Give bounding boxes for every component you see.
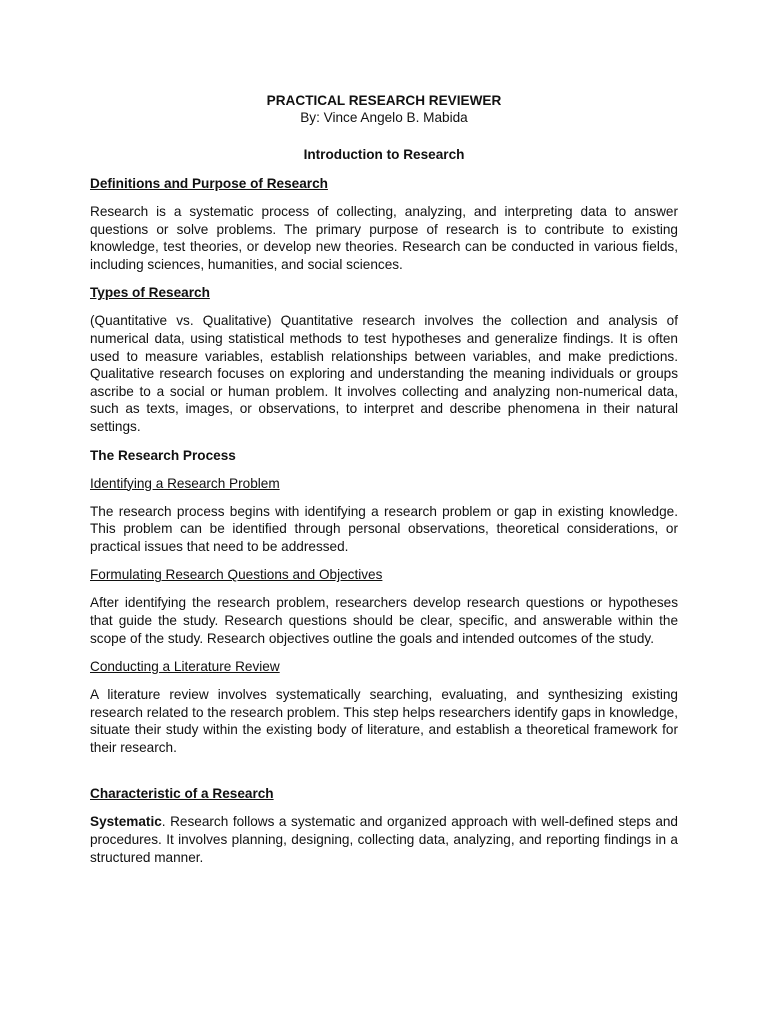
types-heading: Types of Research — [90, 285, 210, 301]
definitions-paragraph: Research is a systematic process of collecting, analyzing, and interpreting data to answer questions or solve problems. The primary purpose of research is to contribute to existing knowledge, test theories, or develop new theories. Research can be conducted in various fields, including sciences, humanities, and social sciences. — [90, 204, 678, 272]
definitions-heading: Definitions and Purpose of Research — [90, 176, 328, 191]
types-paragraph: (Quantitative vs. Qualitative) Quantitative research involves the collection and analysis of numerical data, using statistical methods to test hypotheses and generalize findings. It is often used to measure variables, establish relationships between variables, and make predictions. Qualitative research focuses on exploring and understanding the meaning individuals or groups ascribe to a social or human problem. It involves collecting and analyzing non-numerical data, such as texts, images, or observations, to interpret and describe phenomena in their natural settings. — [90, 313, 678, 434]
characteristic-systematic-text: . Research follows a systematic and organized approach with well-defined steps and procedures. It involves planning, designing, collecting data, analyzing, and reporting findings in a structured manner. — [90, 814, 678, 865]
characteristic-systematic-paragraph — [90, 813, 678, 866]
document-title: PRACTICAL RESEARCH REVIEWER — [266, 93, 502, 108]
document-author: By: Vince Angelo B. Mabida — [300, 110, 468, 125]
characteristics-heading: Characteristic of a Research — [90, 786, 274, 802]
step-paragraph-literature-review: A literature review involves systematically searching, evaluating, and synthesizing existing research related to the research problem. This step helps researchers identify gaps in knowledge, situate their study within the existing body of literature, and establish a theoretical framework for their research. — [90, 687, 678, 755]
step-heading-literature-review: Conducting a Literature Review — [90, 659, 280, 675]
step-paragraph-identifying-problem: The research process begins with identifying a research problem or gap in existing knowledge. This problem can be identified through personal observations, theoretical considerations, or practical issues that need to be addressed. — [90, 503, 678, 554]
characteristic-systematic-term: Systematic — [90, 814, 162, 830]
spacer — [90, 767, 678, 785]
step-paragraph-formulating-questions: After identifying the research problem, researchers develop research questions or hypotheses that guide the study. Research questions should be clear, specific, and answerable within the scope of the study. Research objectives outline the goals and intended outcomes of the study. — [90, 595, 678, 646]
process-heading: The Research Process — [90, 447, 236, 463]
step-heading-identifying-problem: Identifying a Research Problem — [90, 475, 280, 491]
section-title: Introduction to Research — [303, 147, 465, 162]
step-heading-formulating-questions: Formulating Research Questions and Objectives — [90, 567, 383, 583]
